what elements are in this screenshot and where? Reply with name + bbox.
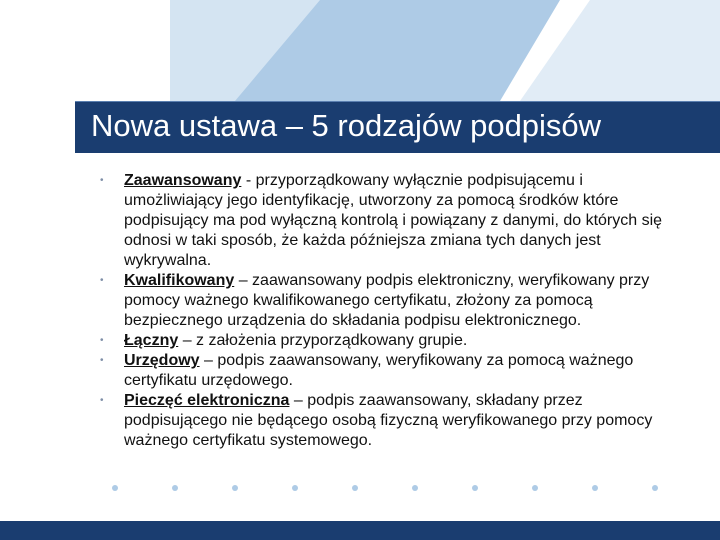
bullet-icon: •: [100, 275, 104, 286]
decor-dot: [472, 485, 478, 491]
dot-row-decoration: [105, 482, 685, 494]
item-term: Pieczęć elektroniczna: [124, 392, 290, 409]
decor-dot: [172, 485, 178, 491]
item-term: Kwalifikowany: [124, 272, 235, 289]
list-item: [100, 331, 680, 351]
bullet-icon: •: [100, 355, 104, 366]
bullet-icon: •: [100, 335, 104, 346]
decor-dot: [592, 485, 598, 491]
title-bar: [75, 101, 720, 153]
bullet-list: [100, 171, 680, 451]
decor-left-band: [0, 0, 170, 101]
item-text: - przyporządkowany wyłącznie podpisującemu i umożliwiający jego identyfikację, utworzony za pomocą środków które podpisujący ma pod wyłączną kontrolą i powiązany z danymi, do których się odnosi w taki sposób, że każda późniejsza zmiana tych danych jest wykrywalna.: [124, 172, 663, 269]
decor-dot: [232, 485, 238, 491]
item-term: Łączny: [124, 332, 179, 349]
decor-dot: [532, 485, 538, 491]
list-item: [100, 171, 680, 271]
bullet-icon: •: [100, 395, 104, 406]
list-item: [100, 271, 680, 331]
list-item: [100, 351, 680, 391]
decor-dot: [652, 485, 658, 491]
decor-dot: [292, 485, 298, 491]
item-text: – zaawansowany podpis elektroniczny, weryfikowany przy pomocy ważnego kwalifikowanego certyfikatu, złożony za pomocą bezpiecznego urządzenia do składania podpisu elektronicznego.: [124, 272, 650, 329]
item-term: Urzędowy: [124, 352, 200, 369]
item-text: – podpis zaawansowany, weryfikowany za pomocą ważnego certyfikatu urzędowego.: [124, 352, 634, 389]
decor-dot: [112, 485, 118, 491]
slide-title: Nowa ustawa – 5 rodzajów podpisów: [91, 108, 602, 143]
bullet-icon: •: [100, 175, 104, 186]
footer-bar: [0, 521, 720, 540]
item-text: – z założenia przyporządkowany grupie.: [178, 332, 468, 349]
item-term: Zaawansowany: [124, 172, 242, 189]
decor-dot: [352, 485, 358, 491]
item-text: – podpis zaawansowany, składany przez podpisującego nie będącego osobą fizyczną weryfikowanego przy pomocy ważnego certyfikatu systemowego.: [124, 392, 653, 449]
list-item: [100, 391, 680, 451]
decor-dot: [412, 485, 418, 491]
